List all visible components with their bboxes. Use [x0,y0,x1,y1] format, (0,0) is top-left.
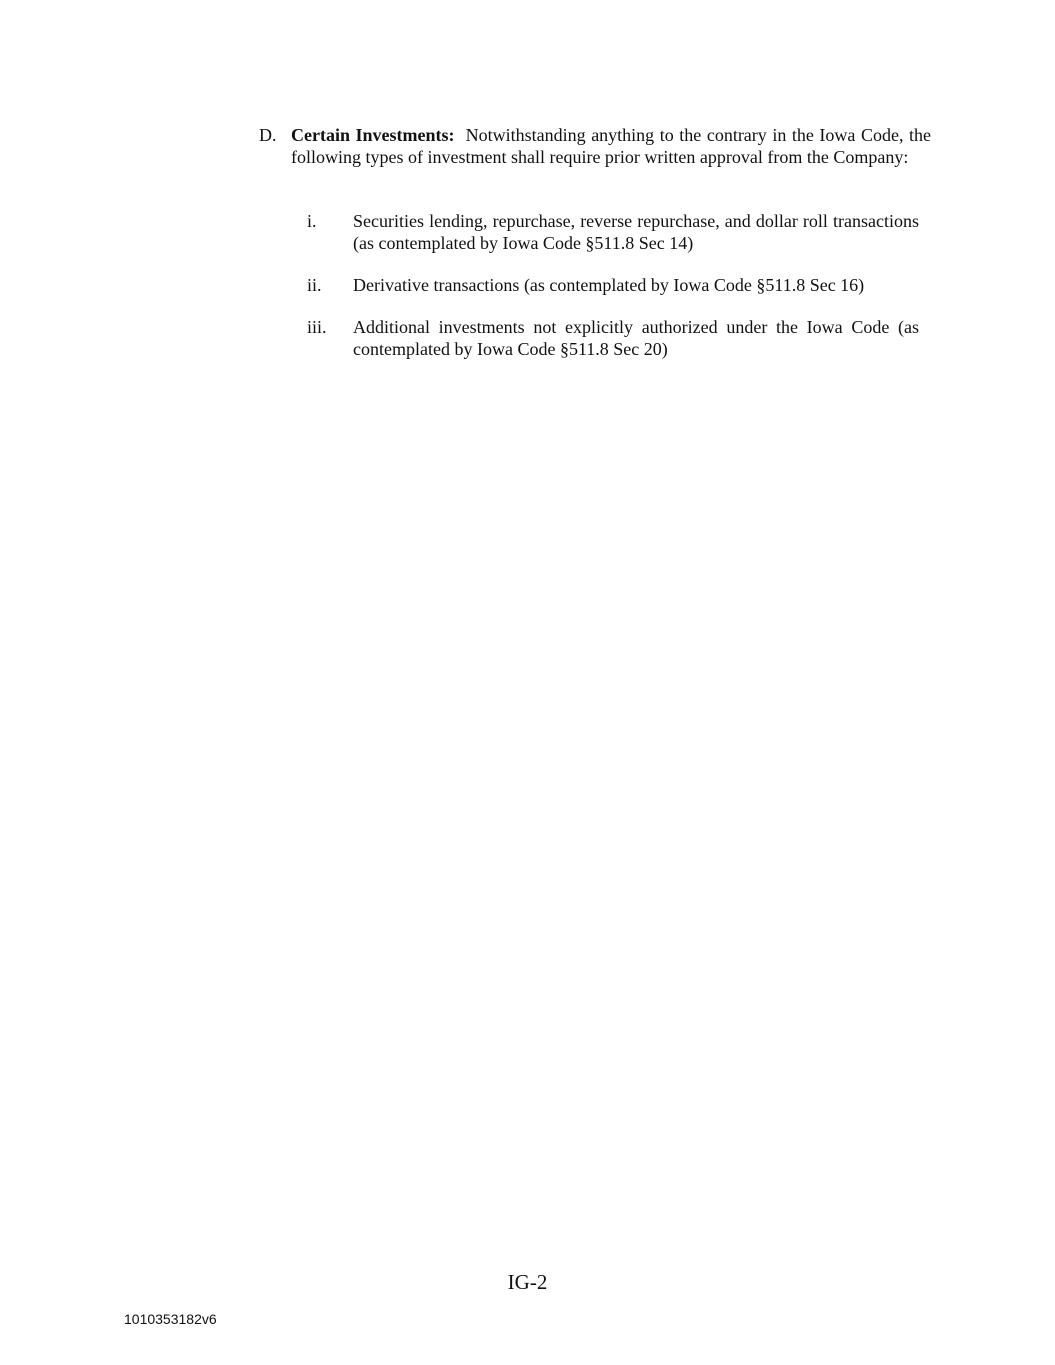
list-item-text: Additional investments not explicitly authorized under the Iowa Code (as contemplated by Iowa Code §511.8 Sec 20) [353,317,919,359]
section-marker: D. [259,125,277,145]
investment-list [307,210,919,380]
list-item-marker: i. [307,211,317,231]
document-id: 1010353182v6 [124,1311,217,1327]
list-item [307,210,919,254]
section-text: Notwithstanding anything to the contrary in the Iowa Code, the following types of investment shall require prior written approval from the Company: [291,125,932,167]
list-item-marker: ii. [307,275,322,295]
section-body [291,124,931,168]
section-heading: Certain Investments: [291,125,455,145]
list-item-marker: iii. [307,317,327,337]
list-item [307,274,919,296]
list-item-text: Securities lending, repurchase, reverse repurchase, and dollar roll transactions (as contemplated by Iowa Code §511.8 Sec 14) [353,211,919,253]
list-item [307,316,919,360]
list-item-text: Derivative transactions (as contemplated by Iowa Code §511.8 Sec 16) [353,275,865,295]
section-d [259,124,931,168]
page-number: IG-2 [507,1270,548,1294]
